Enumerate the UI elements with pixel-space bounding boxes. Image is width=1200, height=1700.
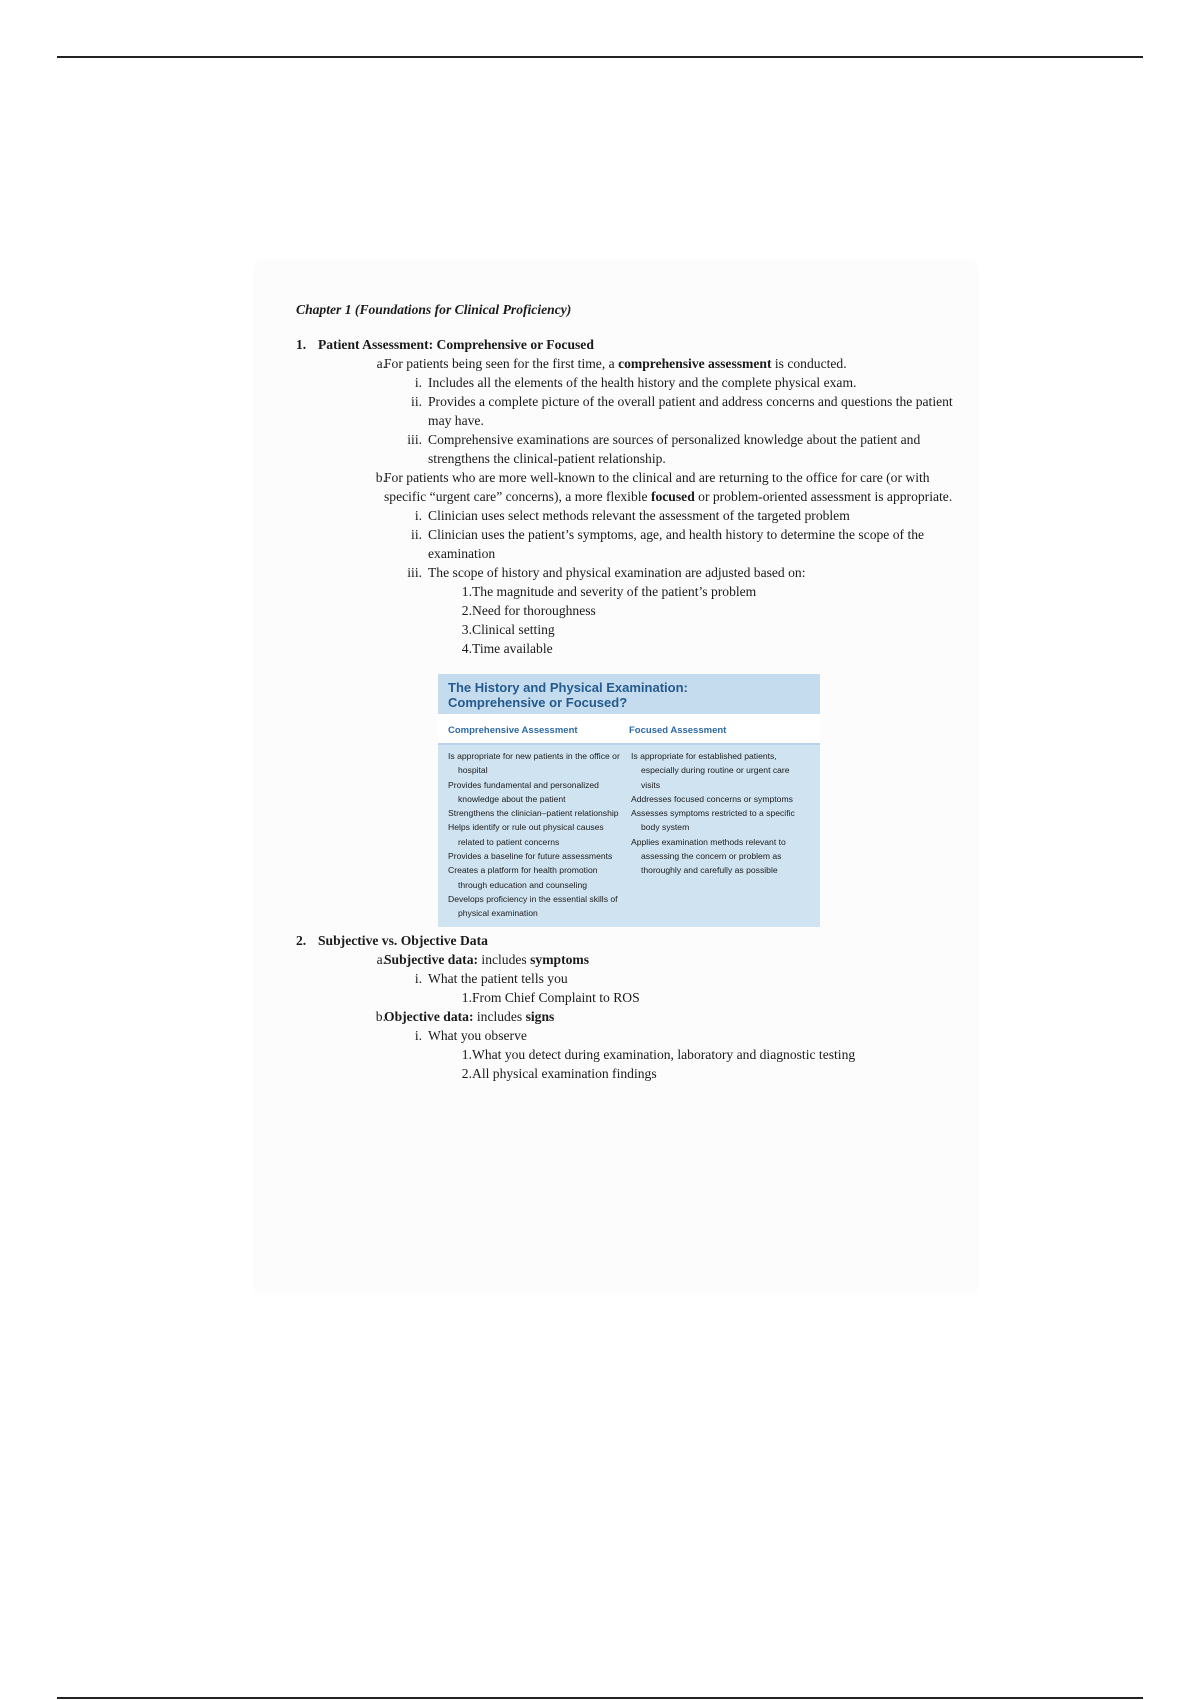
section-1a: [376, 354, 956, 373]
list-marker: 1.: [461, 1046, 472, 1062]
section-2a-label: Subjective data:: [384, 951, 479, 967]
section-2b-text: includes: [473, 1008, 526, 1024]
figure-item: Develops proficiency in the essential skills of physical examination: [448, 893, 618, 919]
list-item: [461, 988, 956, 1007]
footer-rule: [57, 1697, 1143, 1699]
figure-body: [438, 745, 820, 927]
chapter-title: Chapter 1 (Foundations for Clinical Proficiency): [296, 302, 572, 317]
figure-item: Assesses symptoms restricted to a specific body system: [631, 808, 795, 833]
section-2-title: Subjective vs. Objective Data: [318, 932, 488, 948]
list-item: [461, 582, 956, 601]
figure-item: Addresses focused concerns or symptoms: [631, 793, 793, 804]
list-item-text: All physical examination findings: [472, 1065, 657, 1081]
list-item: [414, 506, 956, 525]
figure-col2-header: Focused Assessment: [629, 725, 727, 736]
list-marker: a.: [376, 951, 386, 967]
list-marker: b.: [375, 1008, 386, 1024]
figure-col1: [448, 749, 631, 921]
section-1a-text: For patients being seen for the first time, a: [384, 356, 619, 371]
figure-item: Applies examination methods relevant to assessing the concern or problem as thoroughly and carefully as possible: [631, 836, 786, 876]
section-1b-text-end: or problem-oriented assessment is appropriate.: [694, 489, 953, 504]
list-item-text: From Chief Complaint to ROS: [472, 989, 640, 1005]
figure-item: Provides fundamental and personalized knowledge about the patient: [448, 779, 599, 804]
figure-item: Strengthens the clinician–patient relationship: [448, 808, 619, 819]
list-marker: a.: [376, 356, 386, 371]
section-1b: [375, 468, 956, 506]
list-marker: i.: [414, 508, 422, 523]
list-marker: iii.: [407, 565, 422, 580]
list-item-text: Clinician uses select methods relevant the assessment of the targeted problem: [428, 508, 850, 523]
list-item: [461, 601, 956, 620]
list-item-text: Comprehensive examinations are sources of personalized knowledge about the patient and strengthens the clinical-patient relationship.: [428, 432, 921, 466]
list-item-text: Clinician uses the patient’s symptoms, age, and health history to determine the scope of the examination: [428, 527, 925, 561]
list-item-text: What you observe: [428, 1027, 527, 1043]
list-item-text: Time available: [472, 641, 553, 656]
figure-col2: [631, 749, 814, 921]
figure-title-line-2: Comprehensive or Focused?: [448, 695, 628, 710]
figure-item: Provides a baseline for future assessments: [448, 851, 613, 862]
list-item: [411, 392, 956, 430]
section-1b-text: For patients who are more well-known to the clinical and are returning to the office for care (or with specific “urgent care” concerns), a more flexible: [384, 470, 930, 504]
section-2a-bold: symptoms: [530, 951, 590, 967]
list-item-text: Need for thoroughness: [472, 603, 596, 618]
list-item-text: Clinical setting: [472, 622, 555, 637]
comparison-figure: [438, 674, 820, 927]
list-marker: 1.: [461, 989, 472, 1005]
list-marker: 4.: [461, 641, 472, 656]
figure-col1-header: Comprehensive Assessment: [448, 725, 578, 736]
list-item: [461, 620, 956, 639]
section-2b-label: Objective data:: [384, 1008, 474, 1024]
list-marker: i.: [414, 375, 422, 390]
list-item: [407, 563, 956, 582]
section-2-number: 2.: [296, 932, 307, 948]
list-marker: 2.: [461, 1065, 472, 1081]
section-1a-text-end: is conducted.: [771, 356, 847, 371]
list-marker: iii.: [407, 432, 422, 447]
section-1a-bold: comprehensive assessment: [618, 356, 772, 371]
list-item-text: What the patient tells you: [428, 970, 568, 986]
section-1-title: Patient Assessment: Comprehensive or Focused: [318, 337, 594, 352]
list-item-text: The magnitude and severity of the patient’s problem: [472, 584, 757, 599]
list-item: [461, 1045, 956, 1064]
list-marker: ii.: [411, 394, 422, 409]
figure-item: Is appropriate for new patients in the office or hospital: [448, 751, 620, 776]
figure-item: Is appropriate for established patients, especially during routine or urgent care visits: [631, 751, 790, 790]
figure-header-row: [438, 717, 820, 745]
list-marker: 1.: [461, 584, 472, 599]
list-item-text: The scope of history and physical examination are adjusted based on:: [428, 565, 806, 580]
list-item-text: What you detect during examination, laboratory and diagnostic testing: [472, 1046, 856, 1062]
list-marker: b.: [375, 470, 386, 485]
list-item-text: Includes all the elements of the health history and the complete physical exam.: [428, 375, 857, 390]
list-marker: 3.: [461, 622, 472, 637]
section-2b-bold: signs: [525, 1008, 555, 1024]
section-2b: [375, 1007, 956, 1026]
list-item: [414, 1026, 956, 1045]
header-rule: [57, 56, 1143, 58]
section-2a-text: includes: [478, 951, 531, 967]
list-item: [461, 639, 956, 658]
figure-item: Helps identify or rule out physical causes related to patient concerns: [448, 822, 604, 847]
figure-title: [438, 674, 820, 717]
section-2a: [376, 950, 956, 969]
list-marker: ii.: [411, 527, 422, 542]
figure-title-line-1: The History and Physical Examination:: [448, 680, 688, 695]
section-1-number: 1.: [296, 337, 307, 352]
list-marker: i.: [414, 970, 422, 986]
section-1-heading: [296, 335, 956, 354]
list-item: [407, 430, 956, 468]
section-2-heading: [296, 931, 956, 950]
figure-item: Creates a platform for health promotion through education and counseling: [448, 865, 598, 890]
list-item: [414, 969, 956, 988]
list-item: [411, 525, 956, 563]
list-item-text: Provides a complete picture of the overall patient and address concerns and questions the patient may have.: [428, 394, 953, 428]
document-content: [296, 300, 956, 1083]
list-item: [414, 373, 956, 392]
list-marker: i.: [414, 1027, 422, 1043]
section-1b-bold: focused: [650, 489, 695, 504]
list-marker: 2.: [461, 603, 472, 618]
list-item: [461, 1064, 956, 1083]
